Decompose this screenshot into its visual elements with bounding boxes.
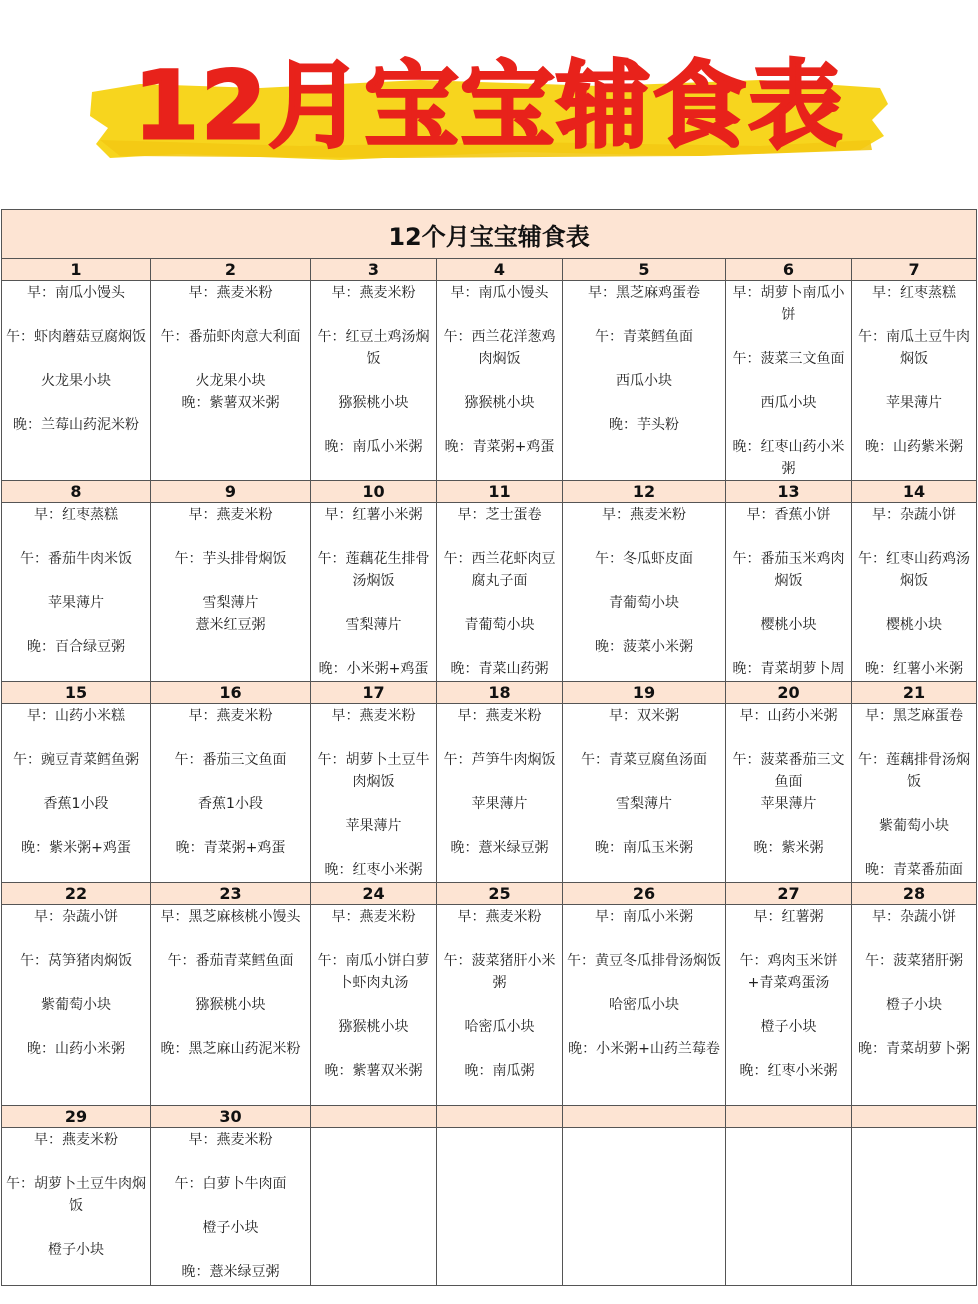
meal-entry: 午：青菜豆腐鱼汤面 <box>581 752 707 768</box>
meal-entry: 青葡萄小块 <box>464 617 535 633</box>
spacer <box>2 1016 150 1038</box>
day-meal-cell <box>726 281 852 481</box>
spacer <box>311 414 436 436</box>
day-meal-cell <box>437 503 563 682</box>
day-meal-cell <box>311 905 437 1106</box>
meal-entry: 猕猴桃小块 <box>338 1019 409 1035</box>
meal-entry: 晚：南瓜玉米粥 <box>595 840 693 856</box>
meal-entry: 晚：薏米绿豆粥 <box>450 840 549 856</box>
day-meal-cell <box>852 704 977 883</box>
spacer <box>151 304 310 326</box>
meal-entry: 晚：山药小米粥 <box>27 1041 125 1057</box>
day-number <box>852 1106 977 1128</box>
day-number: 7 <box>852 259 977 281</box>
spacer <box>2 570 150 592</box>
spacer <box>852 526 976 548</box>
meal-entry: 午：胡萝卜土豆牛肉焖饭 <box>6 1176 146 1214</box>
meal-entry: 午：莴笋猪肉焖饭 <box>20 953 132 969</box>
spacer <box>151 1195 310 1217</box>
meal-entry: 晚：青菜胡萝卜粥 <box>858 1041 971 1057</box>
meal-entry: 早：燕麦米粉 <box>457 909 542 925</box>
meal-entry: 早：燕麦米粉 <box>602 507 686 523</box>
meal-entry: 晚：红枣山药小米粥 <box>732 439 845 477</box>
day-header-row <box>2 883 977 905</box>
spacer <box>852 972 976 994</box>
spacer <box>852 727 976 749</box>
meal-entry: 晚：小米粥+鸡蛋 <box>318 661 429 677</box>
day-meal-cell <box>563 503 726 682</box>
spacer <box>726 592 851 614</box>
day-number: 21 <box>852 682 977 704</box>
meal-entry: 晚：芋头粉 <box>609 417 679 433</box>
spacer <box>151 928 310 950</box>
day-number: 6 <box>726 259 852 281</box>
day-number: 15 <box>2 682 151 704</box>
meal-entry: 早：燕麦米粉 <box>331 708 416 724</box>
meal-entry: 午：番茄三文鱼面 <box>174 752 287 768</box>
spacer <box>437 304 562 326</box>
meal-entry: 早：南瓜小米粥 <box>595 909 693 925</box>
meal-entry: 西瓜小块 <box>616 373 672 389</box>
spacer <box>2 304 150 326</box>
spacer <box>726 928 851 950</box>
spacer <box>311 793 436 815</box>
day-meal-cell <box>563 704 726 883</box>
spacer <box>726 815 851 837</box>
spacer <box>437 1038 562 1060</box>
meal-entry: 晚：红薯小米粥 <box>865 661 964 677</box>
day-meal-cell <box>151 503 311 682</box>
spacer <box>437 526 562 548</box>
meal-entry: 早：杂蔬小饼 <box>34 909 118 925</box>
spacer <box>2 771 150 793</box>
meal-entry: 雪梨薄片 <box>616 796 672 812</box>
spacer <box>311 370 436 392</box>
meal-entry: 晚：南瓜小米粥 <box>324 439 423 455</box>
meal-entry: 哈密瓜小块 <box>609 997 679 1013</box>
meal-entry: 早：南瓜小馒头 <box>450 285 549 301</box>
meal-entry: 早：燕麦米粉 <box>188 708 273 724</box>
spacer <box>2 1217 150 1239</box>
meal-entry: 午：白萝卜牛肉面 <box>174 1176 287 1192</box>
spacer <box>563 348 725 370</box>
meal-entry: 橙子小块 <box>48 1242 104 1258</box>
meal-row <box>2 1128 977 1286</box>
banner-title: 12月宝宝辅食表 <box>133 52 845 161</box>
spacer <box>2 392 150 414</box>
day-meal-cell <box>2 503 151 682</box>
day-meal-cell <box>437 905 563 1106</box>
spacer <box>852 793 976 815</box>
meal-entry: 午：青菜鳕鱼面 <box>595 329 693 345</box>
meal-entry: 晚：小米粥+山药兰莓卷 <box>568 1041 720 1057</box>
day-number: 27 <box>726 883 852 905</box>
day-number: 30 <box>151 1106 311 1128</box>
meal-entry: 苹果薄片 <box>48 595 104 611</box>
day-meal-cell <box>151 1128 311 1286</box>
day-number <box>726 1106 852 1128</box>
spacer <box>852 370 976 392</box>
spacer <box>151 1016 310 1038</box>
day-meal-cell <box>437 281 563 481</box>
meal-entry: 午：番茄虾肉意大利面 <box>160 329 301 345</box>
spacer <box>151 972 310 994</box>
spacer <box>311 636 436 658</box>
meal-entry: 香蕉1小段 <box>43 796 109 812</box>
day-meal-cell <box>852 281 977 481</box>
meal-entry: 午：番茄青菜鳕鱼面 <box>167 953 294 969</box>
spacer <box>311 994 436 1016</box>
day-number: 26 <box>563 883 726 905</box>
spacer <box>2 1151 150 1173</box>
day-number: 17 <box>311 682 437 704</box>
meal-entry: 晚：红枣小米粥 <box>324 862 423 878</box>
meal-entry: 午：南瓜土豆牛肉焖饭 <box>858 329 971 367</box>
day-meal-cell <box>311 704 437 883</box>
spacer <box>437 815 562 837</box>
spacer <box>852 928 976 950</box>
meal-entry: 火龙果小块 <box>195 373 266 389</box>
meal-entry: 早：红薯粥 <box>753 909 824 925</box>
day-number: 29 <box>2 1106 151 1128</box>
spacer <box>151 771 310 793</box>
spacer <box>437 771 562 793</box>
day-number: 14 <box>852 481 977 503</box>
day-meal-cell <box>311 281 437 481</box>
meal-entry: 早：香蕉小饼 <box>746 507 831 523</box>
spacer <box>311 727 436 749</box>
meal-entry: 午：芋头排骨焖饭 <box>174 551 287 567</box>
day-number: 10 <box>311 481 437 503</box>
meal-entry: 晚：百合绿豆粥 <box>27 639 125 655</box>
spacer <box>563 392 725 414</box>
day-number <box>563 1106 726 1128</box>
meal-entry: 晚：青菜胡萝卜周 <box>732 661 845 677</box>
spacer <box>2 727 150 749</box>
meal-entry: 樱桃小块 <box>886 617 943 633</box>
spacer <box>151 1151 310 1173</box>
spacer <box>852 636 976 658</box>
day-meal-cell <box>151 281 311 481</box>
meal-entry: 樱桃小块 <box>760 617 817 633</box>
table-caption: 12个月宝宝辅食表 <box>2 210 977 259</box>
meal-entry: 早：山药小米糕 <box>27 708 125 724</box>
spacer <box>437 636 562 658</box>
day-number: 8 <box>2 481 151 503</box>
spacer <box>437 370 562 392</box>
day-header-row <box>2 481 977 503</box>
spacer <box>563 1016 725 1038</box>
day-header-row <box>2 682 977 704</box>
meal-entry: 午：黄豆冬瓜排骨汤焖饭 <box>567 953 721 969</box>
spacer <box>151 727 310 749</box>
spacer <box>563 815 725 837</box>
meal-entry: 午：番茄牛肉米饭 <box>20 551 132 567</box>
meal-entry: 早：芝士蛋卷 <box>457 507 542 523</box>
day-meal-cell <box>852 503 977 682</box>
day-meal-cell <box>2 704 151 883</box>
meal-entry: 午：鸡肉玉米饼+青菜鸡蛋汤 <box>739 953 838 991</box>
day-number <box>437 1106 563 1128</box>
day-number: 24 <box>311 883 437 905</box>
day-meal-cell <box>726 503 852 682</box>
meal-entry: 早：红薯小米粥 <box>324 507 423 523</box>
meal-entry: 苹果薄片 <box>345 818 402 834</box>
spacer <box>726 727 851 749</box>
meal-entry: 苹果薄片 <box>471 796 528 812</box>
meal-entry: 猕猴桃小块 <box>338 395 409 411</box>
empty-day-cell <box>437 1128 563 1286</box>
spacer <box>437 414 562 436</box>
meal-entry: 早：双米粥 <box>609 708 679 724</box>
meal-row <box>2 905 977 1106</box>
meal-entry: 猕猴桃小块 <box>464 395 535 411</box>
day-number: 28 <box>852 883 977 905</box>
meal-entry: 晚：紫米粥+鸡蛋 <box>21 840 131 856</box>
day-meal-cell <box>726 905 852 1106</box>
meal-entry: 火龙果小块 <box>41 373 111 389</box>
meal-entry: 雪梨薄片 <box>345 617 402 633</box>
spacer <box>151 815 310 837</box>
meal-entry: 午：菠菜猪肝小米粥 <box>443 953 556 991</box>
spacer <box>563 928 725 950</box>
spacer <box>151 348 310 370</box>
spacer <box>437 727 562 749</box>
meal-entry: 晚：薏米绿豆粥 <box>181 1264 280 1280</box>
meal-entry: 苹果薄片 <box>760 796 817 812</box>
spacer <box>311 592 436 614</box>
meal-row <box>2 503 977 682</box>
spacer <box>151 526 310 548</box>
meal-entry: 薏米红豆粥 <box>195 617 266 633</box>
meal-entry: 晚：菠菜小米粥 <box>595 639 693 655</box>
meal-row <box>2 281 977 481</box>
meal-entry: 午：虾肉蘑菇豆腐焖饭 <box>6 329 146 345</box>
meal-entry: 晚：紫米粥 <box>753 840 824 856</box>
day-meal-cell <box>2 281 151 481</box>
spacer <box>311 526 436 548</box>
spacer <box>852 837 976 859</box>
meal-entry: 早：山药小米粥 <box>739 708 838 724</box>
spacer <box>852 304 976 326</box>
meal-entry: 晚：南瓜粥 <box>464 1063 535 1079</box>
spacer <box>311 837 436 859</box>
meal-entry: 早：黑芝麻核桃小馒头 <box>160 909 301 925</box>
meal-entry: 晚：黑芝麻山药泥米粉 <box>160 1041 301 1057</box>
day-meal-cell <box>563 281 726 481</box>
spacer <box>563 972 725 994</box>
meal-entry: 紫葡萄小块 <box>879 818 950 834</box>
spacer <box>726 526 851 548</box>
meal-entry: 晚：兰莓山药泥米粉 <box>13 417 139 433</box>
spacer <box>2 614 150 636</box>
day-number <box>311 1106 437 1128</box>
day-number: 4 <box>437 259 563 281</box>
day-number: 5 <box>563 259 726 281</box>
meal-entry: 午：冬瓜虾皮面 <box>595 551 693 567</box>
day-meal-cell <box>2 905 151 1106</box>
spacer <box>2 928 150 950</box>
day-number: 25 <box>437 883 563 905</box>
empty-day-cell <box>311 1128 437 1286</box>
spacer <box>563 526 725 548</box>
spacer <box>563 771 725 793</box>
day-number: 16 <box>151 682 311 704</box>
meal-entry: 紫葡萄小块 <box>41 997 111 1013</box>
spacer <box>151 1239 310 1261</box>
spacer <box>852 592 976 614</box>
meal-entry: 早：黑芝麻鸡蛋卷 <box>588 285 700 301</box>
meal-entry: 午：红枣山药鸡汤焖饭 <box>858 551 971 589</box>
meal-entry: 午：西兰花虾肉豆腐丸子面 <box>443 551 556 589</box>
day-meal-cell <box>151 905 311 1106</box>
day-number: 19 <box>563 682 726 704</box>
meal-entry: 早：黑芝麻蛋卷 <box>865 708 964 724</box>
meal-entry: 西瓜小块 <box>760 395 817 411</box>
meal-entry: 猕猴桃小块 <box>195 997 266 1013</box>
meal-entry: 早：南瓜小馒头 <box>27 285 125 301</box>
meal-entry: 早：红枣蒸糕 <box>872 285 957 301</box>
day-number: 9 <box>151 481 311 503</box>
meal-entry: 橙子小块 <box>760 1019 817 1035</box>
title-banner-graphic <box>0 0 978 200</box>
meal-entry: 早：燕麦米粉 <box>331 285 416 301</box>
meal-entry: 晚：紫薯双米粥 <box>324 1063 423 1079</box>
meal-entry: 午：西兰花洋葱鸡肉焖饭 <box>443 329 556 367</box>
meal-entry: 早：燕麦米粉 <box>331 909 416 925</box>
spacer <box>311 1038 436 1060</box>
day-header-row <box>2 1106 977 1128</box>
meal-entry: 晚：青菜山药粥 <box>450 661 549 677</box>
meal-entry: 晚：紫薯双米粥 <box>181 395 280 411</box>
meal-entry: 苹果薄片 <box>886 395 943 411</box>
meal-entry: 橙子小块 <box>886 997 943 1013</box>
spacer <box>311 304 436 326</box>
spacer <box>151 570 310 592</box>
spacer <box>311 928 436 950</box>
meal-entry: 午：胡萝卜土豆牛肉焖饭 <box>317 752 430 790</box>
meal-entry: 早：燕麦米粉 <box>457 708 542 724</box>
day-number: 20 <box>726 682 852 704</box>
title-banner <box>0 0 978 200</box>
meal-entry: 晚：红枣小米粥 <box>739 1063 838 1079</box>
day-number: 22 <box>2 883 151 905</box>
meal-entry: 哈密瓜小块 <box>464 1019 535 1035</box>
meal-entry: 午：番茄玉米鸡肉焖饭 <box>732 551 845 589</box>
meal-entry: 早：燕麦米粉 <box>34 1132 118 1148</box>
day-meal-cell <box>151 704 311 883</box>
spacer <box>563 727 725 749</box>
spacer <box>726 636 851 658</box>
day-meal-cell <box>852 905 977 1106</box>
meal-entry: 午：菠菜猪肝粥 <box>865 953 964 969</box>
spacer <box>726 370 851 392</box>
meal-entry: 早：红枣蒸糕 <box>34 507 118 523</box>
spacer <box>852 1016 976 1038</box>
spacer <box>2 348 150 370</box>
meal-entry: 雪梨薄片 <box>202 595 259 611</box>
spacer <box>726 326 851 348</box>
day-number: 23 <box>151 883 311 905</box>
spacer <box>437 928 562 950</box>
spacer <box>726 414 851 436</box>
spacer <box>437 592 562 614</box>
day-number: 1 <box>2 259 151 281</box>
day-number: 12 <box>563 481 726 503</box>
spacer <box>2 815 150 837</box>
day-meal-cell <box>726 704 852 883</box>
meal-entry: 早：燕麦米粉 <box>188 285 273 301</box>
meal-entry: 午：芦笋牛肉焖饭 <box>443 752 556 768</box>
meal-entry: 早：燕麦米粉 <box>188 507 273 523</box>
meal-entry: 午：莲藕花生排骨汤焖饭 <box>317 551 430 589</box>
day-meal-cell <box>563 905 726 1106</box>
day-number: 18 <box>437 682 563 704</box>
empty-day-cell <box>852 1128 977 1286</box>
meal-entry: 午：豌豆青菜鳕鱼粥 <box>13 752 139 768</box>
meal-entry: 午：菠菜番茄三文鱼面 <box>732 752 845 790</box>
day-meal-cell <box>311 503 437 682</box>
meal-entry: 香蕉1小段 <box>198 796 263 812</box>
meal-entry: 晚：青菜粥+鸡蛋 <box>175 840 286 856</box>
spacer <box>2 972 150 994</box>
meal-entry: 早：杂蔬小饼 <box>872 909 957 925</box>
spacer <box>437 994 562 1016</box>
day-number: 2 <box>151 259 311 281</box>
day-number: 13 <box>726 481 852 503</box>
meal-entry: 午：红豆土鸡汤焖饭 <box>317 329 430 367</box>
meal-row <box>2 704 977 883</box>
day-meal-cell <box>437 704 563 883</box>
meal-entry: 午：菠菜三文鱼面 <box>732 351 845 367</box>
spacer <box>726 994 851 1016</box>
day-number: 11 <box>437 481 563 503</box>
meal-entry: 午：南瓜小饼白萝卜虾肉丸汤 <box>317 953 430 991</box>
meal-entry: 青葡萄小块 <box>609 595 679 611</box>
meal-entry: 晚：山药紫米粥 <box>865 439 964 455</box>
meal-entry: 早：胡萝卜南瓜小饼 <box>732 285 845 323</box>
spacer <box>852 414 976 436</box>
spacer <box>563 614 725 636</box>
meal-entry: 午：莲藕排骨汤焖饭 <box>858 752 971 790</box>
day-number: 3 <box>311 259 437 281</box>
empty-day-cell <box>563 1128 726 1286</box>
meal-entry: 晚：青菜番茄面 <box>865 862 964 878</box>
spacer <box>563 570 725 592</box>
day-meal-cell <box>2 1128 151 1286</box>
empty-day-cell <box>726 1128 852 1286</box>
meal-entry: 晚：青菜粥+鸡蛋 <box>444 439 555 455</box>
meal-plan-table <box>1 209 976 1286</box>
spacer <box>726 1038 851 1060</box>
spacer <box>563 304 725 326</box>
meal-entry: 早：杂蔬小饼 <box>872 507 957 523</box>
spacer <box>2 526 150 548</box>
meal-entry: 橙子小块 <box>202 1220 259 1236</box>
day-header-row <box>2 259 977 281</box>
meal-entry: 早：燕麦米粉 <box>188 1132 273 1148</box>
